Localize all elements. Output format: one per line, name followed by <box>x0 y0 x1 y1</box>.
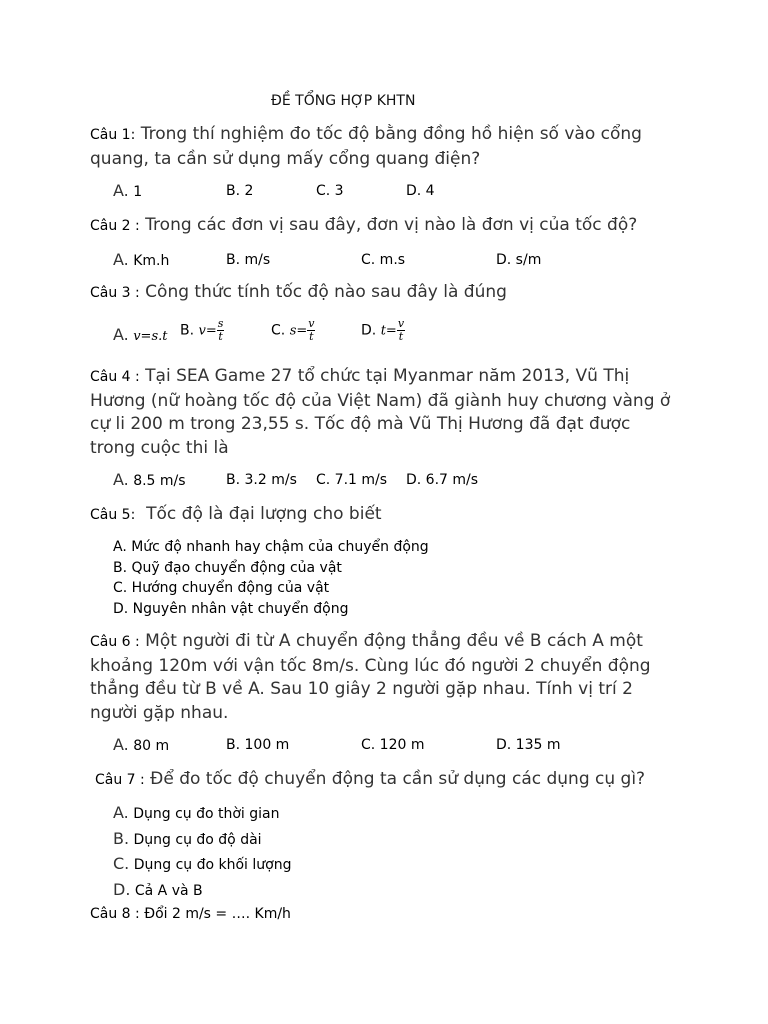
option-text: Hướng chuyển động của vật <box>127 580 330 596</box>
option-1b <box>226 183 253 199</box>
option-letter: B. <box>180 322 195 339</box>
option-text: 7.1 m/s <box>330 472 388 488</box>
question-7-label: Câu 7 : <box>95 772 145 788</box>
option-text: 6.7 m/s <box>421 472 479 488</box>
fraction <box>397 318 405 343</box>
option-2d <box>496 252 541 268</box>
option-7d <box>113 878 291 904</box>
option-2b <box>226 252 270 268</box>
question-3 <box>90 281 680 306</box>
option-letter: A. <box>113 803 129 822</box>
option-4c <box>316 472 387 488</box>
question-8-label: Câu 8 : <box>90 906 140 922</box>
option-1c <box>316 183 344 199</box>
option-text: Nguyên nhân vật chuyển động <box>128 600 349 617</box>
question-4-text: Tại SEA Game 27 tổ chức tại Myanmar năm 2013, Vũ Thị Hương (nữ hoàng tốc độ của Việt Nam) đã giành huy chương vàng ở cự li 200 m trong 23,55 s. Tốc độ mà Vũ Thị Hương đã đạt được trong cuộc thi là <box>90 366 671 458</box>
option-letter: B. <box>226 472 241 488</box>
option-letter: C. <box>271 322 286 339</box>
question-1-label: Câu 1: <box>90 127 136 143</box>
question-8 <box>90 906 291 922</box>
option-5b <box>113 558 429 579</box>
option-3b <box>180 318 224 343</box>
option-text: 4 <box>421 183 435 199</box>
option-letter: D. <box>406 183 422 199</box>
option-text: 135 m <box>511 737 561 753</box>
formula-v-equals-s-t: v=s.t <box>133 329 168 344</box>
question-4 <box>90 365 680 460</box>
question-5-text: Tốc độ là đại lượng cho biết <box>135 504 382 524</box>
option-text: 100 m <box>240 737 290 753</box>
option-6d <box>496 737 561 753</box>
question-2-label: Câu 2 : <box>90 218 140 234</box>
option-text: 3.2 m/s <box>240 472 297 488</box>
option-3a <box>113 325 167 344</box>
fraction-numerator: v <box>397 317 405 330</box>
option-text: m/s <box>240 252 271 268</box>
question-5-label: Câu 5: <box>90 507 136 523</box>
option-text: Mức độ nhanh hay chậm của chuyển động <box>126 539 429 555</box>
formula-lhs: s= <box>289 323 308 339</box>
option-text: s/m <box>511 252 542 268</box>
fraction <box>307 318 315 343</box>
option-4b <box>226 472 297 488</box>
option-letter: B. <box>113 559 128 576</box>
option-text: Dụng cụ đo thời gian <box>128 806 280 822</box>
option-1a <box>113 181 142 200</box>
option-4d <box>406 472 478 488</box>
option-text: 8.5 m/s <box>128 473 186 489</box>
question-5-options <box>113 537 429 619</box>
option-letter: D. <box>496 252 512 268</box>
option-6a <box>113 735 169 754</box>
option-letter: C. <box>113 580 128 596</box>
option-letter: C. <box>316 183 331 199</box>
option-letter: A. <box>113 325 129 344</box>
formula-lhs: t= <box>380 323 397 339</box>
option-7a <box>113 801 291 827</box>
question-5 <box>90 503 680 528</box>
option-text: 2 <box>240 183 254 199</box>
fraction-denominator: t <box>398 330 404 343</box>
option-7b <box>113 827 291 853</box>
question-2-text: Trong các đơn vị sau đây, đơn vị nào là đơn vị của tốc độ? <box>139 215 638 235</box>
option-letter: A. <box>113 735 129 754</box>
option-text: Dụng cụ đo độ dài <box>129 831 262 848</box>
option-letter: D. <box>113 600 129 617</box>
option-text: Dụng cụ đo khối lượng <box>129 857 292 873</box>
option-text: Quỹ đạo chuyển động của vật <box>127 559 342 576</box>
question-7 <box>95 768 685 793</box>
question-7-options <box>113 801 291 903</box>
option-text: 3 <box>330 183 344 199</box>
option-3d <box>361 318 405 343</box>
option-text: Cả A và B <box>130 882 203 899</box>
option-letter: C. <box>113 854 130 873</box>
question-1 <box>90 123 680 171</box>
option-letter: A. <box>113 181 129 200</box>
option-text: 120 m <box>375 737 425 753</box>
option-2c <box>361 252 405 268</box>
question-7-text: Để đo tốc độ chuyển động ta cần sử dụng các dụng cụ gì? <box>144 769 646 789</box>
option-letter: D. <box>361 322 377 339</box>
option-text: m.s <box>375 252 406 268</box>
option-letter: D. <box>496 737 512 753</box>
question-4-label: Câu 4 : <box>90 369 140 385</box>
question-1-text: Trong thí nghiệm đo tốc độ bằng đồng hồ hiện số vào cổng quang, ta cần sử dụng mấy cổng quang điện? <box>90 124 642 169</box>
fraction-denominator: t <box>309 330 314 343</box>
question-6 <box>90 630 680 725</box>
option-5d <box>113 599 429 620</box>
option-6c <box>361 737 425 753</box>
option-1d <box>406 183 435 199</box>
option-5c <box>113 578 429 599</box>
question-6-text: Một người đi từ A chuyển động thẳng đều về B cách A một khoảng 120m với vận tốc 8m/s. Cùng lúc đó người 2 chuyển động thẳng đều từ B về A. Sau 10 giây 2 người gặp nhau. Tính vị trí 2 người gặp nhau. <box>90 631 651 723</box>
option-3c <box>271 318 315 343</box>
fraction-numerator: v <box>308 317 315 330</box>
option-letter: C. <box>361 252 376 268</box>
option-letter: A. <box>113 470 129 489</box>
document-title: ĐỀ TỔNG HỢP KHTN <box>271 93 416 109</box>
fraction-numerator: s <box>217 317 224 330</box>
question-3-label: Câu 3 : <box>90 285 140 301</box>
fraction <box>217 318 225 343</box>
option-letter: C. <box>361 737 376 753</box>
option-text: 80 m <box>128 738 170 754</box>
option-letter: D. <box>406 472 422 488</box>
option-letter: C. <box>316 472 331 488</box>
option-4a <box>113 470 186 489</box>
option-letter: B. <box>226 183 241 199</box>
option-letter: B. <box>113 828 130 848</box>
option-letter: B. <box>226 252 241 268</box>
formula-lhs: v= <box>198 323 217 339</box>
question-6-label: Câu 6 : <box>90 634 140 650</box>
option-6b <box>226 737 289 753</box>
option-5a <box>113 537 429 558</box>
option-letter: B. <box>226 737 241 753</box>
option-2a <box>113 250 169 269</box>
option-text: Km.h <box>128 253 170 269</box>
option-letter: D. <box>113 879 131 899</box>
question-2 <box>90 214 680 239</box>
question-8-text: Đổi 2 m/s = …. Km/h <box>139 906 291 922</box>
option-letter: A. <box>113 539 127 555</box>
question-3-text: Công thức tính tốc độ nào sau đây là đúng <box>139 282 507 302</box>
option-text: 1 <box>128 184 143 200</box>
option-letter: A. <box>113 250 129 269</box>
fraction-denominator: t <box>218 330 223 343</box>
option-7c <box>113 852 291 878</box>
